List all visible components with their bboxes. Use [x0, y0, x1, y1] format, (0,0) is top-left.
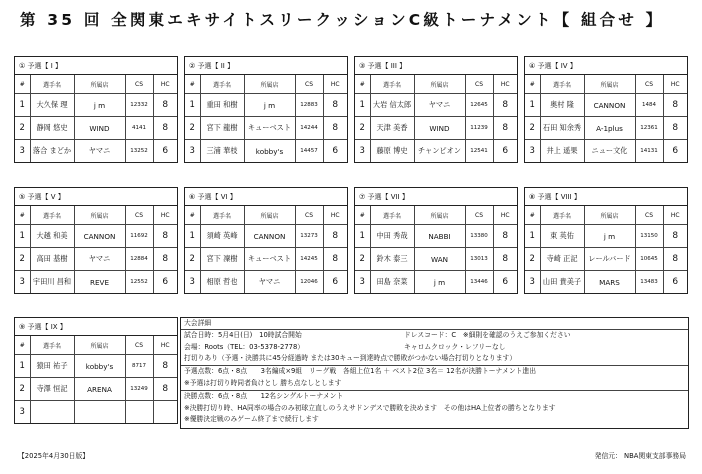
dress-code: ドレスコード：C ※細則を確認のうえご参加ください: [404, 331, 571, 339]
player-name: 須崎 英峰: [200, 225, 244, 248]
player-shop: kobby's: [244, 140, 295, 163]
header-row: [15, 75, 177, 94]
player-name: 山田 貴美子: [540, 271, 584, 294]
player-row: [185, 94, 347, 117]
player-shop: ヤマニ: [244, 271, 295, 294]
player-cs: 11239: [465, 117, 493, 140]
group-player-table: [355, 206, 517, 293]
col-no: #: [525, 206, 540, 225]
player-no: 2: [355, 248, 370, 271]
col-cs: CS: [295, 206, 323, 225]
group-player-table: [185, 75, 347, 162]
group-player-table: [525, 206, 687, 293]
group-player-table: [15, 75, 177, 162]
group-player-table: [185, 206, 347, 293]
player-name: 藤原 博史: [370, 140, 414, 163]
player-no: 2: [525, 248, 540, 271]
header-row: [355, 206, 517, 225]
player-name: 宮下 龍樹: [200, 117, 244, 140]
player-no: 3: [185, 271, 200, 294]
player-row: [185, 225, 347, 248]
final-note-2: ※優勝決定戦のみゲーム終了まで続行します: [184, 415, 319, 423]
final-format: 決勝点数：6点・8点 12名シングルトーナメント: [184, 392, 344, 400]
player-cs: 12332: [125, 94, 153, 117]
player-hc: 8: [663, 225, 687, 248]
player-shop: [74, 401, 125, 424]
player-hc: 8: [663, 94, 687, 117]
player-hc: 8: [493, 225, 517, 248]
player-cs: 13249: [125, 378, 153, 401]
player-no: 1: [185, 225, 200, 248]
col-no: #: [15, 206, 30, 225]
player-row: [185, 140, 347, 163]
venue: 会場：Roots（TEL：03-5378-2778）: [184, 342, 305, 351]
col-hc: HC: [153, 75, 177, 94]
player-row: [15, 248, 177, 271]
group-label: ③ 予選【 III 】: [355, 57, 517, 75]
player-shop: WIND: [74, 117, 125, 140]
group-table: [14, 56, 178, 163]
col-hc: HC: [153, 206, 177, 225]
player-hc: 8: [153, 117, 177, 140]
player-row: [525, 94, 687, 117]
player-shop: j m: [414, 271, 465, 294]
player-hc: 6: [493, 140, 517, 163]
player-cs: 14244: [295, 117, 323, 140]
col-cs: CS: [295, 75, 323, 94]
group-player-table: [525, 75, 687, 162]
player-hc: 6: [153, 271, 177, 294]
col-cs: CS: [125, 336, 153, 355]
player-shop: WIND: [414, 117, 465, 140]
col-shop: 所属店: [74, 206, 125, 225]
col-hc: HC: [493, 75, 517, 94]
player-hc: 8: [153, 94, 177, 117]
player-cs: 12884: [125, 248, 153, 271]
prelim-note: ※予選は打切り時同者負けとし 勝ち点なしとします: [184, 378, 342, 387]
player-cs: 13013: [465, 248, 493, 271]
player-hc: 8: [323, 248, 347, 271]
player-shop: ヤマニ: [414, 94, 465, 117]
player-name: 静岡 悠史: [30, 117, 74, 140]
player-cs: 13380: [465, 225, 493, 248]
player-hc: 6: [493, 271, 517, 294]
player-no: 2: [525, 117, 540, 140]
col-name: 選手名: [370, 75, 414, 94]
player-shop: MARS: [584, 271, 635, 294]
group-table: [14, 187, 178, 294]
group-label: ⑨ 予選【 IX 】: [15, 318, 177, 336]
player-row: [525, 271, 687, 294]
col-hc: HC: [493, 206, 517, 225]
group-table: [184, 56, 348, 163]
player-shop: キューベスト: [244, 248, 295, 271]
player-hc: 8: [323, 225, 347, 248]
player-no: 2: [15, 378, 30, 401]
player-cs: 10645: [635, 248, 663, 271]
player-row: [185, 248, 347, 271]
col-shop: 所属店: [414, 206, 465, 225]
player-no: 1: [525, 94, 540, 117]
group-label: ⑥ 予選【 VI 】: [185, 188, 347, 206]
player-shop: チャンピオン: [414, 140, 465, 163]
player-no: 1: [15, 94, 30, 117]
player-name: 大岩 信太郎: [370, 94, 414, 117]
version-date: 【2025年4月30日版】: [18, 452, 90, 460]
player-row: [185, 117, 347, 140]
player-row: [355, 117, 517, 140]
col-name: 選手名: [200, 206, 244, 225]
player-cs: 14457: [295, 140, 323, 163]
page-title: 第 35 回 全関東エキサイトスリークッションC級トーナメント【 組合せ 】: [20, 11, 665, 29]
cutoff-rule: 打切りあり（予選・決勝共に45分経過時 または30キュー到達時点で勝敗がつかない場合打切りとなります）: [184, 354, 517, 362]
player-row: [355, 225, 517, 248]
col-hc: HC: [323, 206, 347, 225]
header-row: [185, 75, 347, 94]
player-no: 3: [355, 271, 370, 294]
player-row: [525, 225, 687, 248]
player-row: [525, 248, 687, 271]
col-name: 選手名: [540, 206, 584, 225]
player-hc: 8: [663, 117, 687, 140]
player-hc: 6: [323, 271, 347, 294]
player-row: [185, 271, 347, 294]
player-hc: 8: [493, 248, 517, 271]
col-name: 選手名: [30, 206, 74, 225]
player-hc: 8: [153, 378, 177, 401]
group-player-table: [15, 206, 177, 293]
player-no: 1: [185, 94, 200, 117]
player-cs: 12046: [295, 271, 323, 294]
player-cs: 13150: [635, 225, 663, 248]
player-shop: A-1plus: [584, 117, 635, 140]
player-name: [30, 401, 74, 424]
player-cs: 14245: [295, 248, 323, 271]
group-player-table: [355, 75, 517, 162]
col-no: #: [15, 336, 30, 355]
player-no: 2: [15, 248, 30, 271]
prelim-format: 予選点数：6点・8点 3名編成×9組 リーグ戦 各組上位1名 ＋ ベスト2位 3名＝ 12名が決勝トーナメント進出: [184, 367, 537, 375]
player-name: 猿田 祐子: [30, 355, 74, 378]
col-name: 選手名: [540, 75, 584, 94]
player-row: [15, 271, 177, 294]
group-table: [184, 187, 348, 294]
col-cs: CS: [465, 206, 493, 225]
header-row: [15, 336, 177, 355]
player-no: 1: [525, 225, 540, 248]
player-name: 相原 哲也: [200, 271, 244, 294]
tournament-details: [180, 317, 689, 429]
player-cs: 8717: [125, 355, 153, 378]
player-row: [15, 355, 177, 378]
col-no: #: [185, 206, 200, 225]
group-table: [524, 56, 688, 163]
player-cs: 14131: [635, 140, 663, 163]
player-hc: 8: [323, 117, 347, 140]
player-cs: 4141: [125, 117, 153, 140]
col-no: #: [355, 75, 370, 94]
player-shop: キューベスト: [244, 117, 295, 140]
player-shop: REVE: [74, 271, 125, 294]
col-no: #: [355, 206, 370, 225]
player-no: 3: [525, 271, 540, 294]
col-shop: 所属店: [244, 206, 295, 225]
col-no: #: [525, 75, 540, 94]
player-hc: 8: [153, 225, 177, 248]
player-name: 重田 和樹: [200, 94, 244, 117]
col-name: 選手名: [370, 206, 414, 225]
col-hc: HC: [663, 75, 687, 94]
col-shop: 所属店: [584, 75, 635, 94]
player-name: 奥村 隆: [540, 94, 584, 117]
player-row: [525, 117, 687, 140]
player-name: 鈴木 泰三: [370, 248, 414, 271]
player-name: 三浦 華枝: [200, 140, 244, 163]
group-label: ⑦ 予選【 VII 】: [355, 188, 517, 206]
player-name: 石田 知余秀: [540, 117, 584, 140]
match-date: 試合日時：5月4日(日) 10時試合開始: [184, 331, 302, 339]
player-cs: 13273: [295, 225, 323, 248]
player-shop: j m: [244, 94, 295, 117]
player-shop: ヤマニ: [74, 140, 125, 163]
col-cs: CS: [125, 75, 153, 94]
player-name: 大久保 理: [30, 94, 74, 117]
player-hc: 8: [493, 94, 517, 117]
carom-clock-note: キャロムクロック・レフリーなし: [404, 342, 506, 351]
player-row: [15, 117, 177, 140]
player-hc: [153, 401, 177, 424]
col-shop: 所属店: [74, 336, 125, 355]
group-table: [354, 187, 518, 294]
group-player-table: [15, 336, 177, 423]
player-no: 1: [15, 225, 30, 248]
player-shop: CANNON: [74, 225, 125, 248]
player-hc: 6: [153, 140, 177, 163]
player-hc: 8: [323, 94, 347, 117]
col-shop: 所属店: [74, 75, 125, 94]
player-cs: 11692: [125, 225, 153, 248]
player-name: 東 英佑: [540, 225, 584, 248]
col-name: 選手名: [30, 75, 74, 94]
player-name: 田島 奈菜: [370, 271, 414, 294]
group-label: ④ 予選【 IV 】: [525, 57, 687, 75]
player-row: [355, 248, 517, 271]
final-note: ※決勝打切り時、HA同率の場合のみ初球立直しのうえサドンデスで勝敗を決めます その他はHA上位者の勝ちとなります: [184, 403, 556, 412]
col-shop: 所属店: [244, 75, 295, 94]
player-no: 2: [185, 117, 200, 140]
player-cs: 12645: [465, 94, 493, 117]
player-name: 井上 遥果: [540, 140, 584, 163]
group-table: [354, 56, 518, 163]
player-hc: 8: [153, 355, 177, 378]
player-shop: ニュー文化: [584, 140, 635, 163]
player-cs: 12361: [635, 117, 663, 140]
header-row: [525, 206, 687, 225]
player-name: 高田 基樹: [30, 248, 74, 271]
player-name: 宇田川 昌和: [30, 271, 74, 294]
player-no: 2: [355, 117, 370, 140]
player-cs: 12541: [465, 140, 493, 163]
player-hc: 8: [153, 248, 177, 271]
player-shop: WAN: [414, 248, 465, 271]
player-row: [355, 271, 517, 294]
player-cs: [125, 401, 153, 424]
player-hc: 6: [663, 140, 687, 163]
col-cs: CS: [125, 206, 153, 225]
player-name: 宮下 凜樹: [200, 248, 244, 271]
header-row: [525, 75, 687, 94]
col-name: 選手名: [30, 336, 74, 355]
player-row: [15, 225, 177, 248]
player-shop: j m: [584, 225, 635, 248]
player-hc: 6: [663, 271, 687, 294]
player-hc: 6: [323, 140, 347, 163]
header-row: [185, 206, 347, 225]
col-shop: 所属店: [584, 206, 635, 225]
player-no: 3: [15, 271, 30, 294]
group-label: ② 予選【 II 】: [185, 57, 347, 75]
player-shop: レールバード: [584, 248, 635, 271]
player-no: 2: [15, 117, 30, 140]
player-row: [355, 94, 517, 117]
details-heading: 大会詳細: [184, 319, 212, 327]
header-row: [355, 75, 517, 94]
player-cs: 13252: [125, 140, 153, 163]
col-cs: CS: [465, 75, 493, 94]
issuer: 発信元： NBA関東支部事務局: [594, 452, 686, 460]
player-row: [15, 140, 177, 163]
col-hc: HC: [153, 336, 177, 355]
player-row: [355, 140, 517, 163]
group-label: ① 予選【 I 】: [15, 57, 177, 75]
group-label: ⑤ 予選【 V 】: [15, 188, 177, 206]
player-row: [15, 401, 177, 424]
col-hc: HC: [663, 206, 687, 225]
player-no: 3: [355, 140, 370, 163]
player-name: 寺澤 恒記: [30, 378, 74, 401]
player-no: 3: [185, 140, 200, 163]
player-row: [15, 378, 177, 401]
player-row: [525, 140, 687, 163]
player-shop: CANNON: [244, 225, 295, 248]
player-shop: ARENA: [74, 378, 125, 401]
player-cs: 13446: [465, 271, 493, 294]
player-name: 大越 和美: [30, 225, 74, 248]
player-cs: 1484: [635, 94, 663, 117]
player-shop: kobby's: [74, 355, 125, 378]
col-name: 選手名: [200, 75, 244, 94]
player-no: 1: [355, 225, 370, 248]
player-cs: 12552: [125, 271, 153, 294]
player-name: 中田 秀哉: [370, 225, 414, 248]
col-hc: HC: [323, 75, 347, 94]
col-cs: CS: [635, 75, 663, 94]
player-hc: 8: [493, 117, 517, 140]
player-shop: ヤマニ: [74, 248, 125, 271]
player-no: 3: [15, 140, 30, 163]
header-row: [15, 206, 177, 225]
player-hc: 8: [663, 248, 687, 271]
player-no: 1: [355, 94, 370, 117]
group-table: [524, 187, 688, 294]
group-table: [14, 317, 178, 424]
player-name: 落合 まどか: [30, 140, 74, 163]
player-shop: NABBI: [414, 225, 465, 248]
player-no: 1: [15, 355, 30, 378]
player-no: 2: [185, 248, 200, 271]
col-no: #: [15, 75, 30, 94]
player-cs: 13483: [635, 271, 663, 294]
col-shop: 所属店: [414, 75, 465, 94]
player-shop: j m: [74, 94, 125, 117]
col-cs: CS: [635, 206, 663, 225]
col-no: #: [185, 75, 200, 94]
player-name: 寺崎 正記: [540, 248, 584, 271]
player-name: 天津 美香: [370, 117, 414, 140]
player-no: 3: [525, 140, 540, 163]
player-no: 3: [15, 401, 30, 424]
player-row: [15, 94, 177, 117]
player-cs: 12883: [295, 94, 323, 117]
player-shop: CANNON: [584, 94, 635, 117]
group-label: ⑧ 予選【 VIII 】: [525, 188, 687, 206]
